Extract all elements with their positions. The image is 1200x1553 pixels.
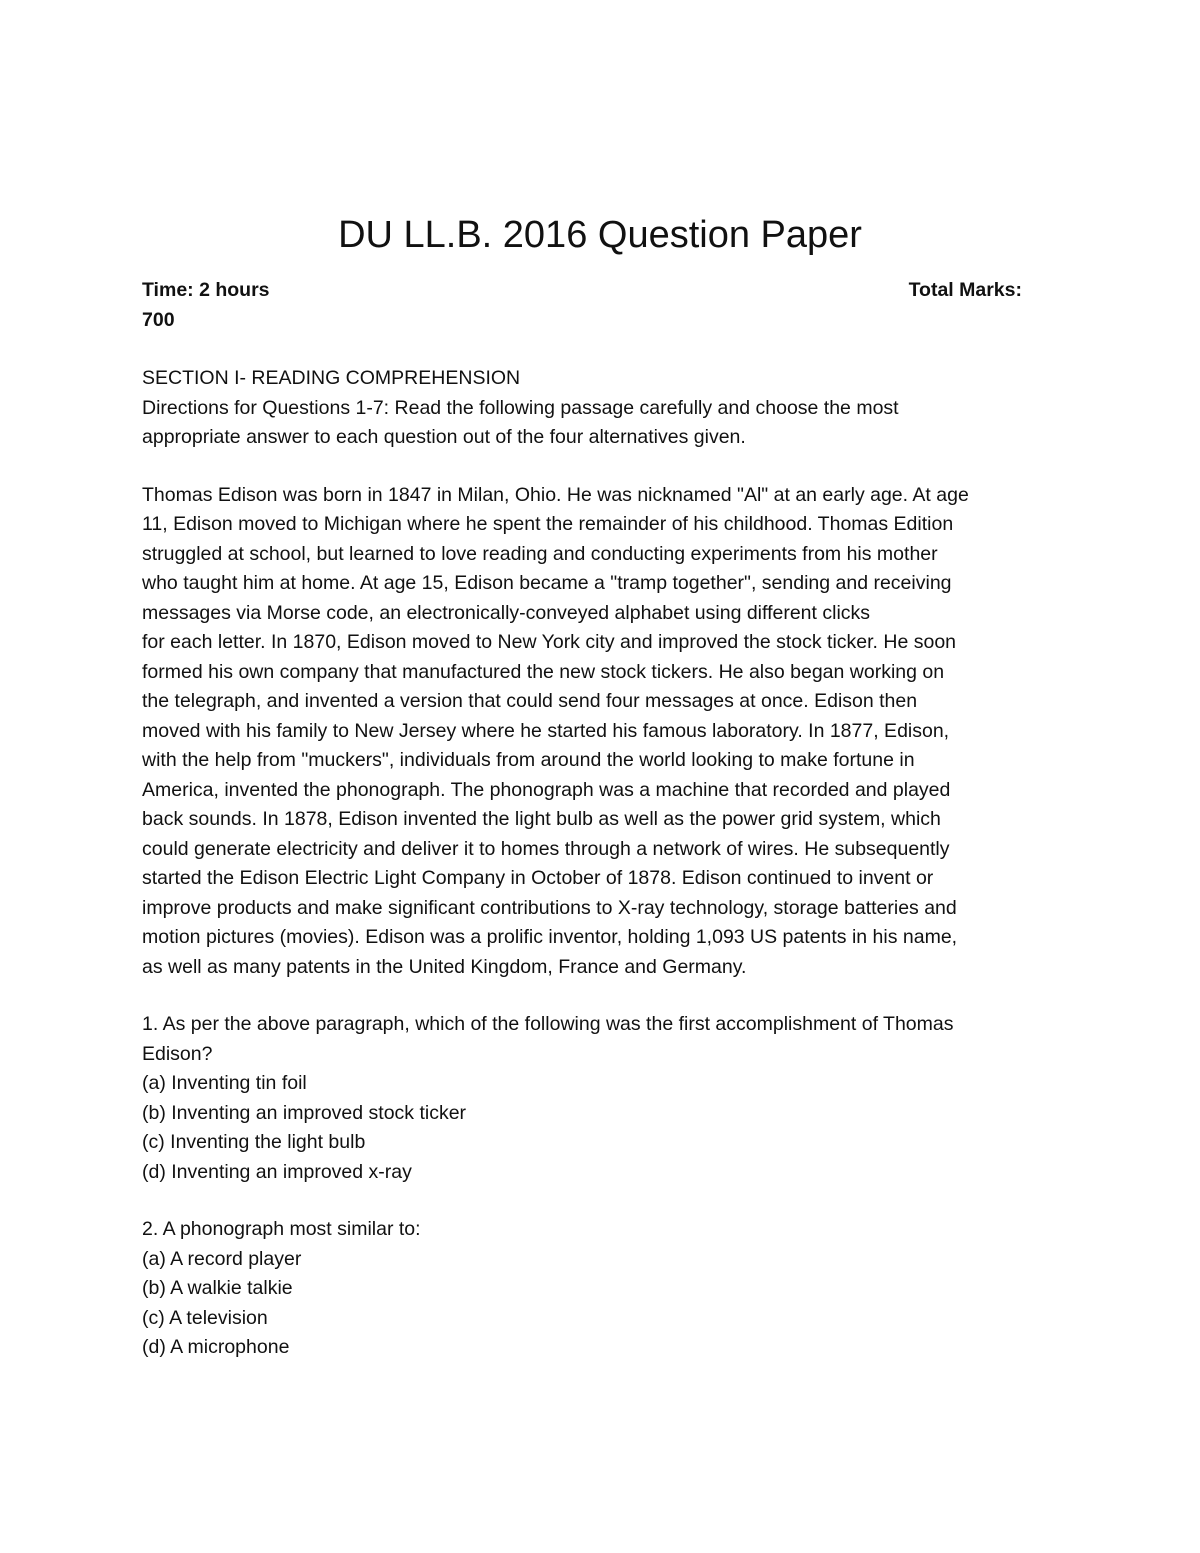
passage-line: motion pictures (movies). Edison was a prolific inventor, holding 1,093 US patents in his name, — [142, 926, 958, 948]
answer-option-d: (d) A microphone — [142, 1336, 290, 1358]
spacer — [142, 1187, 1072, 1215]
answer-option-b: (b) A walkie talkie — [142, 1277, 293, 1299]
answer-option-c: (c) Inventing the light bulb — [142, 1131, 366, 1153]
passage-line: Thomas Edison was born in 1847 in Milan, Ohio. He was nicknamed "Al" at an early age. At age — [142, 483, 969, 506]
total-marks-label: Total Marks: — [908, 279, 1022, 301]
passage-line: formed his own company that manufactured the new stock tickers. He also began working on — [142, 660, 945, 683]
answer-option-b: (b) Inventing an improved stock ticker — [142, 1101, 467, 1124]
directions-line: Directions for Questions 1-7: Read the following passage carefully and choose the most — [142, 396, 899, 419]
time-label: Time: 2 hours — [142, 279, 270, 301]
answer-option-a: (a) A record player — [142, 1247, 302, 1270]
paper-content — [142, 364, 1072, 1363]
spacer — [142, 453, 1072, 481]
question-stem: 1. As per the above paragraph, which of the following was the first accomplishment of Thomas — [142, 1013, 954, 1035]
answer-option-d: (d) Inventing an improved x-ray — [142, 1160, 412, 1183]
passage-line: with the help from "muckers", individuals from around the world looking to make fortune in — [142, 749, 915, 771]
passage-line: improve products and make significant contributions to X-ray technology, storage batteries and — [142, 896, 957, 919]
directions-line: appropriate answer to each question out of the four alternatives given. — [142, 426, 746, 448]
question-stem: 2. A phonograph most similar to: — [142, 1218, 421, 1240]
passage-line: started the Edison Electric Light Company in October of 1878. Edison continued to invent or — [142, 867, 934, 889]
passage-line: for each letter. In 1870, Edison moved to New York city and improved the stock ticker. He soon — [142, 631, 957, 653]
passage-line: back sounds. In 1878, Edison invented the light bulb as well as the power grid system, which — [142, 808, 941, 830]
answer-option-a: (a) Inventing tin foil — [142, 1072, 307, 1094]
passage-line: messages via Morse code, an electronically-conveyed alphabet using different clicks — [142, 601, 871, 624]
section-heading: SECTION I- READING COMPREHENSION — [142, 367, 521, 389]
passage-line: moved with his family to New Jersey where he started his famous laboratory. In 1877, Edison, — [142, 719, 950, 742]
total-marks-value: 700 — [142, 308, 175, 331]
passage-line: as well as many patents in the United Kingdom, France and Germany. — [142, 955, 747, 978]
passage-line: 11, Edison moved to Michigan where he spent the remainder of his childhood. Thomas Edition — [142, 513, 954, 535]
passage-line: the telegraph, and invented a version that could send four messages at once. Edison then — [142, 690, 918, 712]
passage-line: America, invented the phonograph. The phonograph was a machine that recorded and played — [142, 778, 951, 801]
page-title: DU LL.B. 2016 Question Paper — [338, 214, 862, 256]
passage-line: struggled at school, but learned to love reading and conducting experiments from his mother — [142, 542, 938, 565]
reading-passage — [142, 481, 1072, 983]
answer-option-c: (c) A television — [142, 1306, 268, 1329]
question-2 — [142, 1215, 1072, 1363]
question-1 — [142, 1010, 1072, 1187]
passage-line: could generate electricity and deliver it to homes through a network of wires. He subsequently — [142, 837, 950, 860]
passage-line: who taught him at home. At age 15, Edison became a "tramp together", sending and receiving — [142, 572, 952, 594]
question-stem: Edison? — [142, 1042, 213, 1065]
spacer — [142, 982, 1072, 1010]
